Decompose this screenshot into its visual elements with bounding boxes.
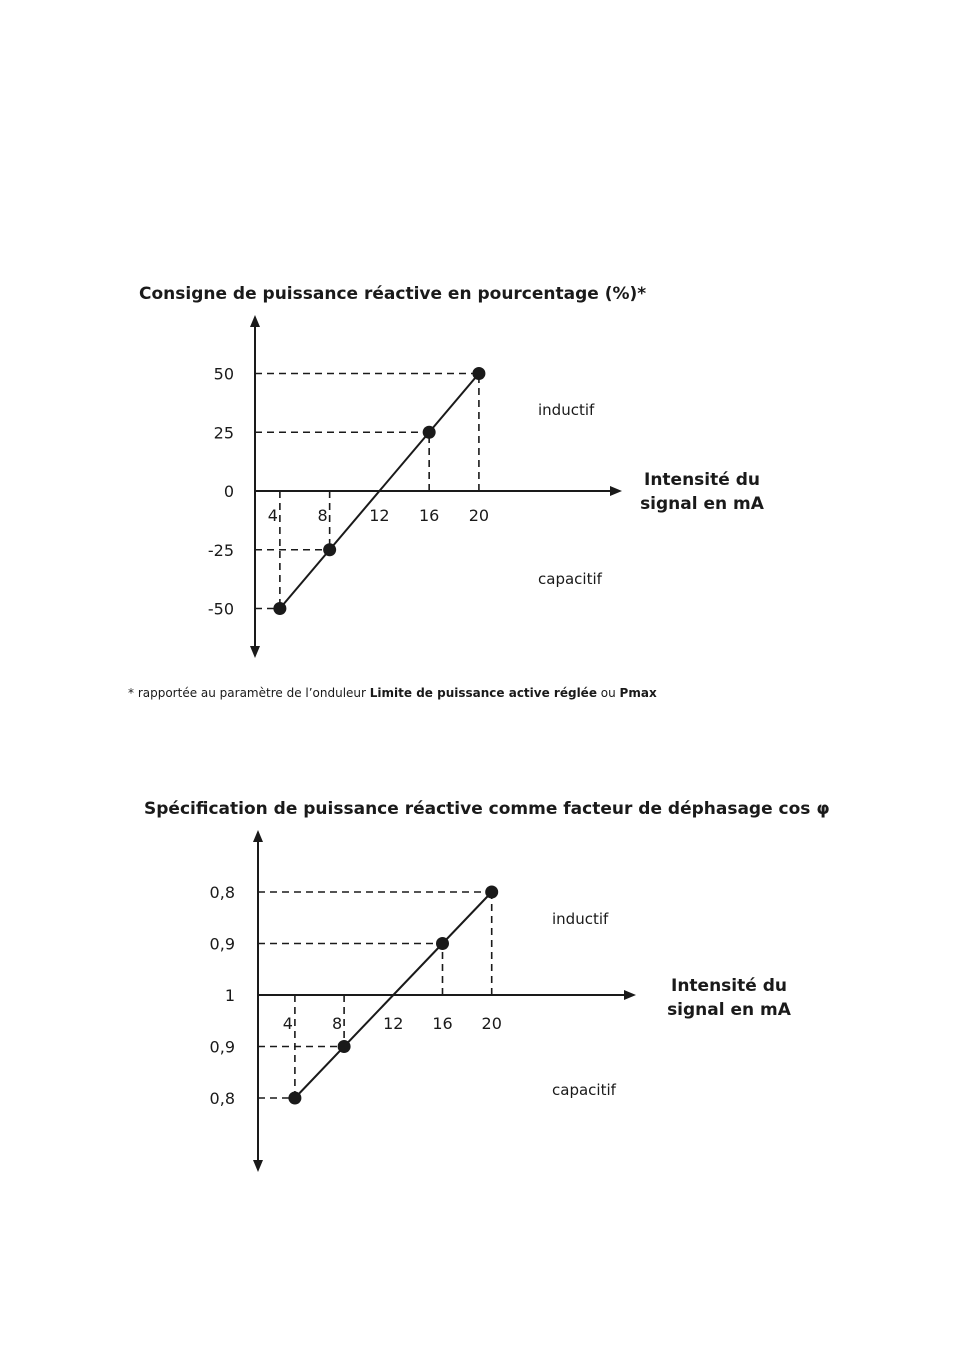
chart-2-x-axis-title-line-2: signal en mA <box>667 1000 791 1020</box>
chart-1-y-tick-label: -25 <box>207 540 234 560</box>
chart-2-region-capacitif: capacitif <box>552 1081 616 1099</box>
footnote <box>128 686 657 700</box>
chart-2-x-tick-label: 4 <box>282 1014 293 1033</box>
chart-1-region-capacitif: capacitif <box>538 570 602 588</box>
chart-2-x-axis-arrow <box>624 990 636 1000</box>
chart-1-data-point <box>273 602 286 615</box>
chart-1-x-tick-label: 12 <box>369 506 390 525</box>
chart-2-x-axis-title-line-1: Intensité du <box>671 976 787 996</box>
chart-1-data-point <box>323 543 336 556</box>
chart-2-region-inductif: inductif <box>552 910 609 928</box>
footnote-param-1: Limite de puissance active réglée <box>369 686 597 700</box>
chart-1-x-axis-arrow <box>610 486 622 496</box>
chart-1-y-tick-label: 0 <box>223 482 234 501</box>
chart-1-y-axis-arrow-up <box>250 315 260 327</box>
chart-1-x-axis-title-line-1: Intensité du <box>644 470 760 490</box>
footnote-prefix: * rapportée au paramètre de l’onduleur <box>128 686 370 700</box>
chart-2-x-tick-label: 8 <box>332 1014 343 1033</box>
chart-1-y-tick-label: 50 <box>213 364 234 384</box>
chart-2-title: Spécification de puissance réactive comme facteur de déphasage cos φ <box>144 799 830 819</box>
footnote-param-2: Pmax <box>619 686 657 700</box>
chart-2-x-tick-label: 12 <box>383 1014 404 1033</box>
chart-1-x-tick-label: 4 <box>267 506 278 525</box>
chart-1-title: Consigne de puissance réactive en pourcentage (%)* <box>139 284 647 304</box>
chart-1 <box>0 300 953 680</box>
chart-1-y-tick-label: -50 <box>207 599 234 619</box>
chart-2-x-tick-label: 16 <box>432 1014 453 1033</box>
chart-2-x-tick-label: 20 <box>481 1014 502 1033</box>
chart-1-region-inductif: inductif <box>538 401 595 419</box>
chart-2-y-tick-label: 1 <box>224 986 235 1005</box>
chart-2-y-tick-label: 0,8 <box>209 1089 235 1108</box>
chart-1-x-tick-label: 16 <box>418 506 440 525</box>
footnote-middle: ou <box>596 686 620 700</box>
chart-2-y-axis-arrow-down <box>253 1160 263 1172</box>
chart-2-data-point <box>485 886 498 899</box>
chart-2-data-point <box>436 937 449 950</box>
chart-2-data-point <box>288 1092 301 1105</box>
chart-1-data-point <box>472 367 485 380</box>
chart-1-x-axis-title-line-2: signal en mA <box>640 494 764 514</box>
chart-2-y-tick-label: 0,8 <box>209 883 235 902</box>
chart-2-y-tick-label: 0,9 <box>209 1037 235 1057</box>
chart-2-y-axis-arrow-up <box>253 830 263 842</box>
chart-1-y-axis-arrow-down <box>250 646 260 658</box>
chart-2 <box>0 820 953 1190</box>
chart-1-data-point <box>423 426 436 439</box>
chart-1-x-tick-label: 8 <box>317 506 328 525</box>
chart-2-y-tick-label: 0,9 <box>209 934 235 954</box>
chart-1-x-tick-label: 20 <box>468 506 490 525</box>
chart-1-y-tick-label: 25 <box>213 423 234 443</box>
chart-2-data-point <box>338 1040 351 1053</box>
